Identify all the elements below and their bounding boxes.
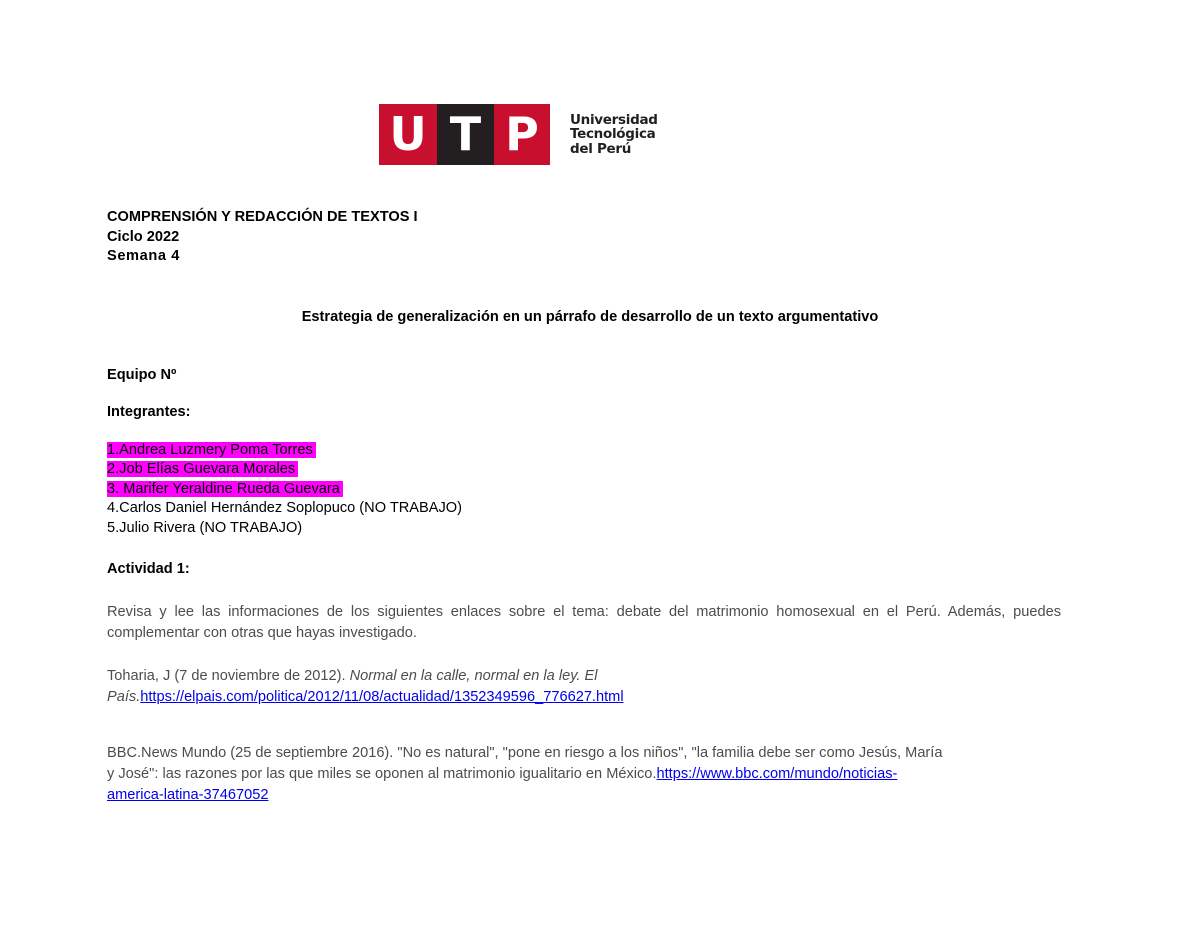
logo-text-line: Universidad <box>570 111 658 128</box>
member-item <box>107 480 343 500</box>
reference-2-line <box>107 786 268 806</box>
reference-1-line <box>107 667 598 687</box>
reference-link[interactable]: https://elpais.com/politica/2012/11/08/actualidad/1352349596_776627.html <box>140 689 624 705</box>
member-name: 1.Andrea Luzmery Poma Torres <box>107 442 316 458</box>
week-label: Semana 4 <box>107 248 180 264</box>
member-name: 4.Carlos Daniel Hernández Soplopuco (NO TRABAJO) <box>107 500 463 516</box>
reference-title: País. <box>107 689 141 705</box>
instructions-paragraph: Revisa y lee las informaciones de los siguientes enlaces sobre el tema: debate del matrimonio homosexual en el Perú. Además, puedes complementar con otras que hayas investigado. <box>107 604 1061 641</box>
reference-1-line <box>107 688 624 708</box>
logo-letter-u: U <box>379 104 437 165</box>
reference-author: Toharia, J (7 de noviembre de 2012). <box>107 668 350 684</box>
member-item <box>107 519 302 539</box>
reference-link[interactable]: america-latina-37467052 <box>107 787 269 803</box>
reference-2-line: BBC.News Mundo (25 de septiembre 2016). "No es natural", "pone en riesgo a los niños", "la familia debe ser como Jesús, María <box>107 745 943 761</box>
cycle-label: Ciclo 2022 <box>107 229 180 245</box>
utp-logo <box>379 104 658 165</box>
members-label: Integrantes: <box>107 404 191 420</box>
member-name: 5.Julio Rivera (NO TRABAJO) <box>107 520 303 536</box>
reference-title: Normal en la calle, normal en la ley. El <box>349 668 598 684</box>
team-label: Equipo Nº <box>107 367 177 383</box>
reference-link[interactable]: https://www.bbc.com/mundo/noticias- <box>656 766 898 782</box>
logo-letter-p: P <box>494 104 550 165</box>
logo-text <box>570 113 658 157</box>
reference-text: y José": las razones por las que miles se oponen al matrimonio igualitario en México. <box>107 766 657 782</box>
activity-label: Actividad 1: <box>107 561 190 577</box>
logo-letter-t: T <box>437 104 494 165</box>
document-title: Estrategia de generalización en un párrafo de desarrollo de un texto argumentativo <box>301 309 879 325</box>
logo-text-line: Tecnológica <box>570 126 656 143</box>
member-name: 2.Job Elías Guevara Morales <box>107 461 298 477</box>
member-item <box>107 441 316 461</box>
reference-2-line <box>107 765 897 785</box>
logo-text-line: del Perú <box>570 140 632 157</box>
member-name: 3. Marifer Yeraldine Rueda Guevara <box>107 481 343 497</box>
member-item <box>107 499 462 519</box>
member-item <box>107 460 298 480</box>
course-name: COMPRENSIÓN Y REDACCIÓN DE TEXTOS I <box>107 209 418 225</box>
